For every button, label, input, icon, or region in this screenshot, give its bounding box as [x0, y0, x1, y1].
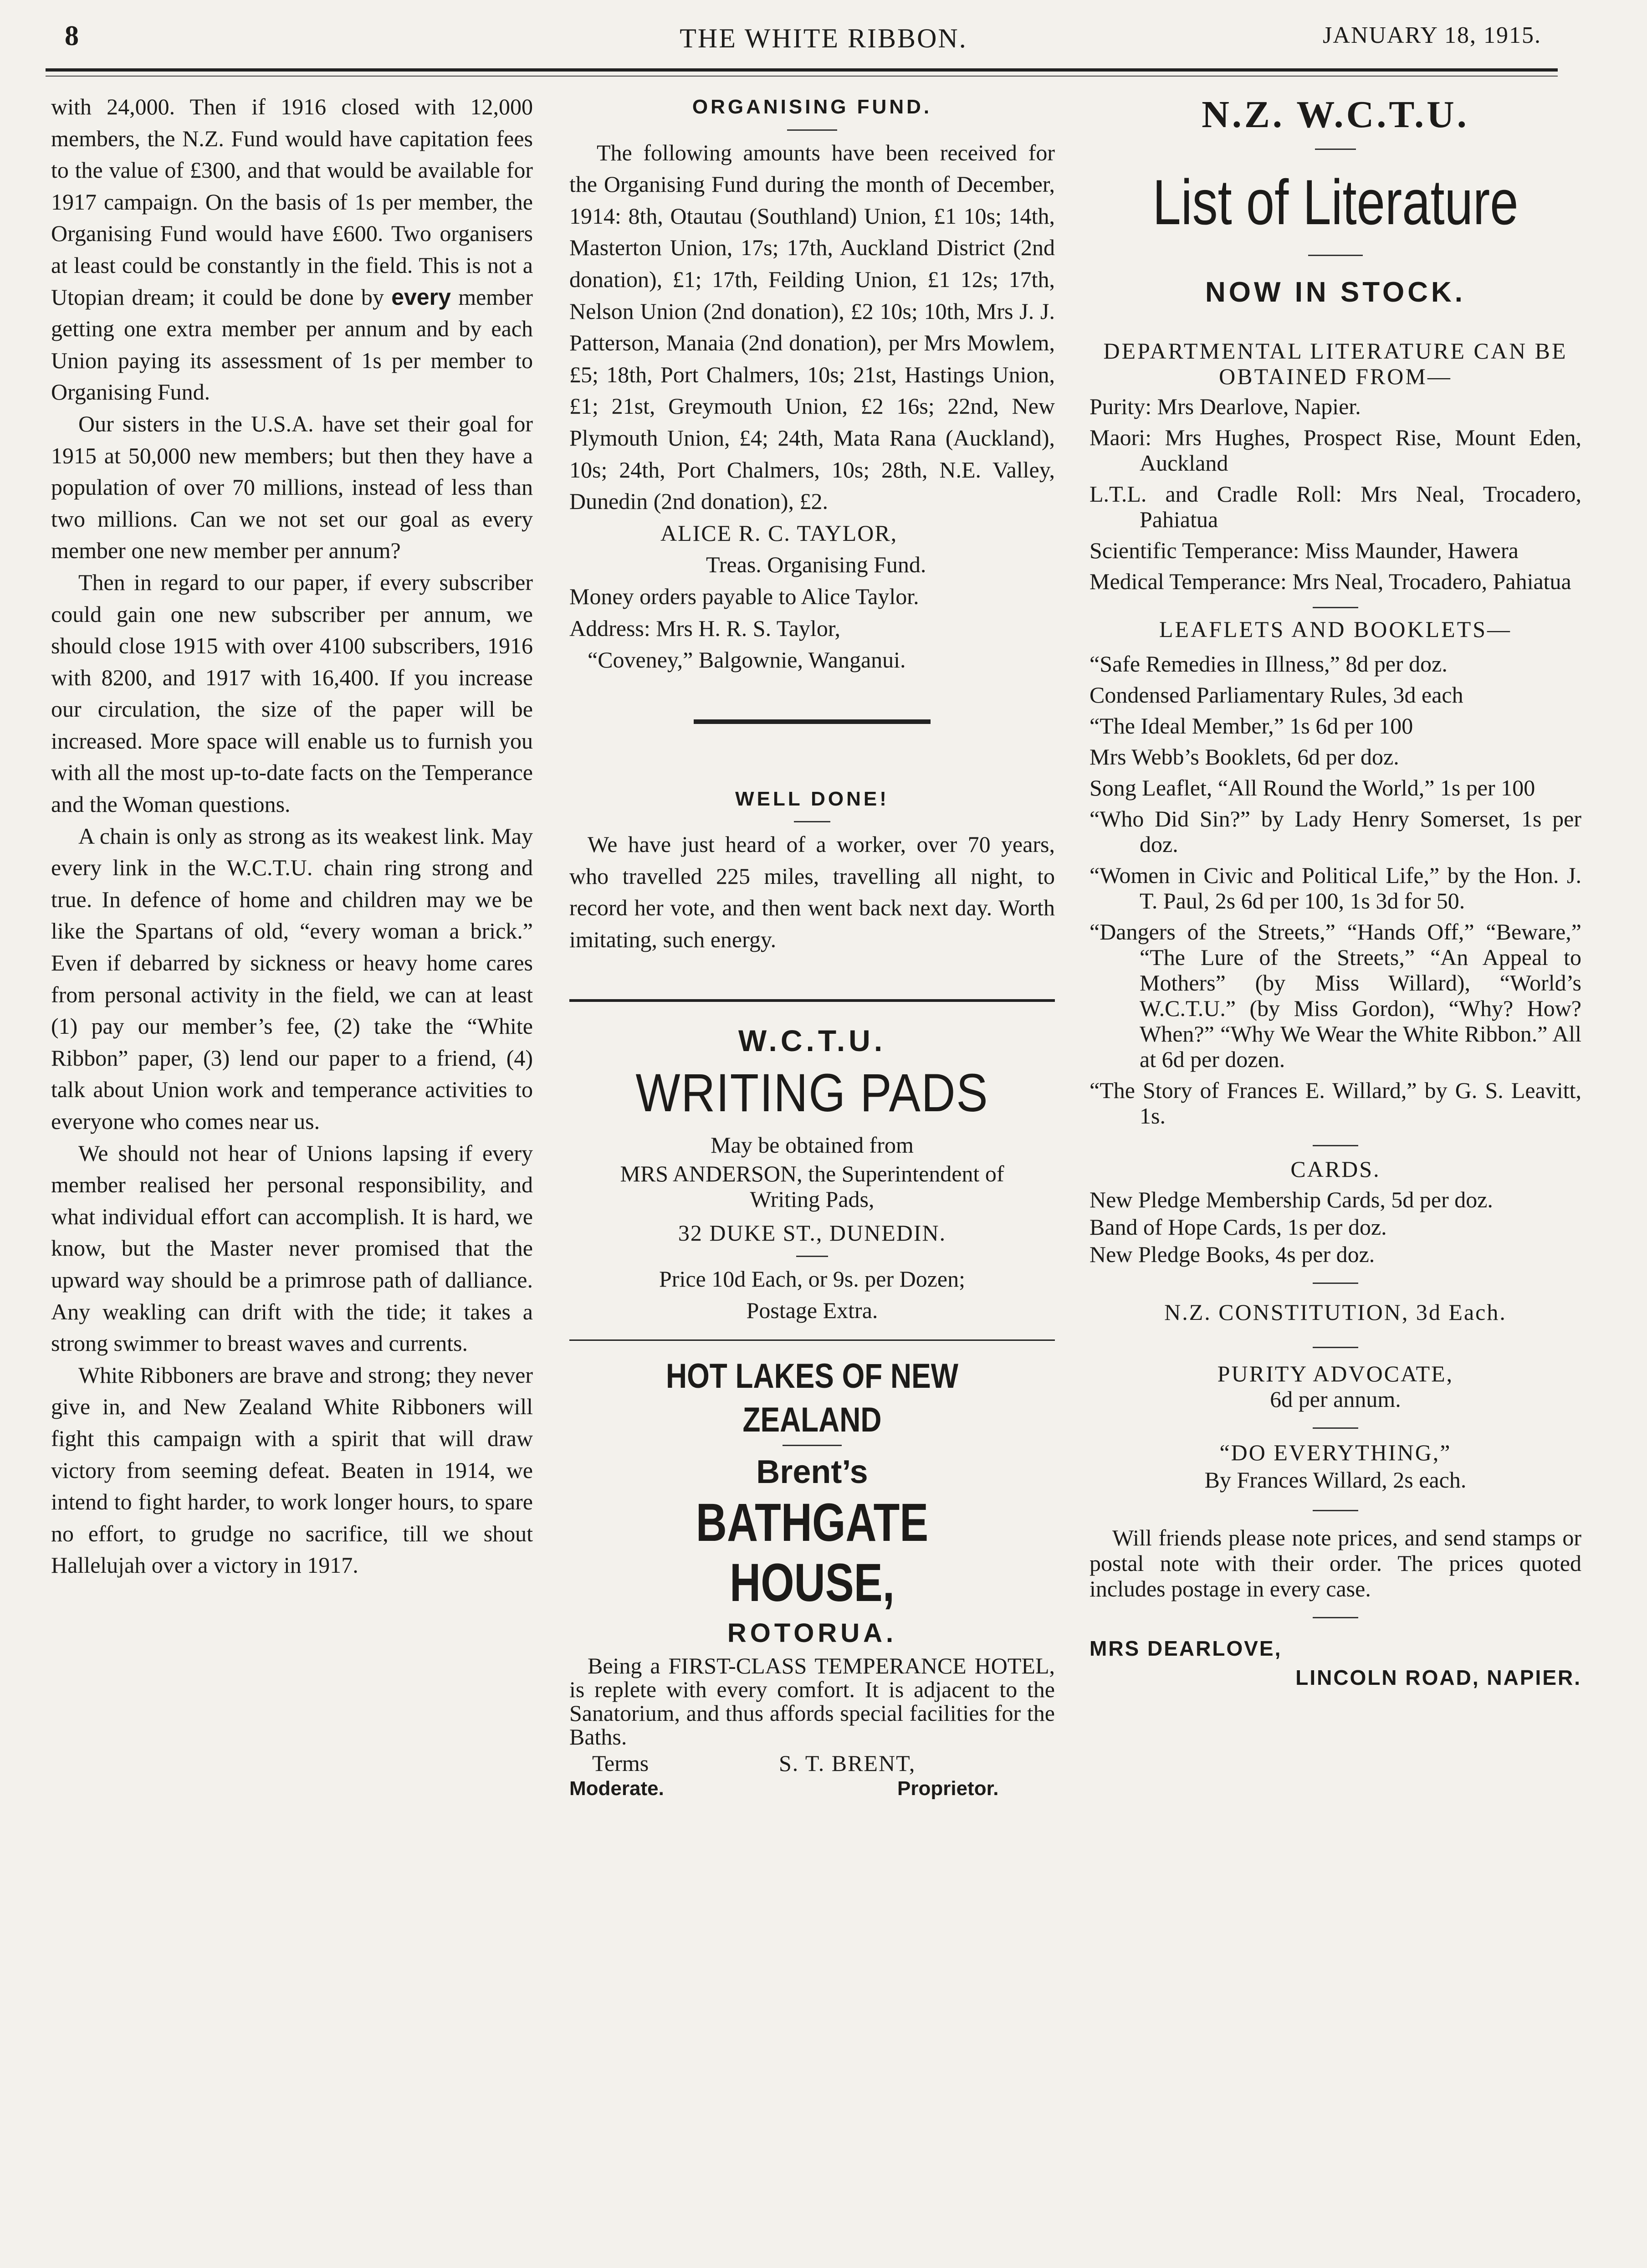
- hotel-terms: Terms: [592, 1750, 649, 1776]
- department-contact: Scientific Temperance: Miss Maunder, Hawera: [1089, 538, 1519, 563]
- hotel-brent: Brent’s: [756, 1454, 868, 1491]
- hotel-proprietor-title: Proprietor.: [897, 1777, 999, 1800]
- hotel-text: Being a FIRST-CLASS TEMPERANCE HOTEL, is replete with every comfort. It is adjacent to the Sanatorium, and thus affords special facilities for the Baths.: [569, 1653, 1055, 1750]
- cards-list: [1089, 1187, 1581, 1267]
- department-contact: Maori: Mrs Hughes, Prospect Rise, Mount Eden, Auckland: [1089, 425, 1581, 476]
- hotel-terms-row: [569, 1751, 1055, 1802]
- literature-org-heading: N.Z. W.C.T.U.: [1202, 93, 1469, 136]
- organising-fund-heading: ORGANISING FUND.: [692, 96, 932, 118]
- header-rule: [46, 68, 1558, 72]
- cards-heading: CARDS.: [1290, 1156, 1381, 1182]
- divider: [1313, 1427, 1358, 1429]
- paragraph: Then in regard to our paper, if every subscriber could gain one new subscriber per annum, we should close 1915 with over 4100 subscribers, 1916 with 8200, and 1917 with 16,400. If you increase our circulation, the size of the paper will be increased. More space will enable us to furnish you with all the most up-to-date facts on the Temperance and the Woman questions.: [51, 569, 533, 817]
- leaflet-item: Condensed Parliamentary Rules, 3d each: [1089, 682, 1463, 708]
- literature-subtitle: NOW IN STOCK.: [1205, 277, 1466, 308]
- writing-pads-title: WRITING PADS: [635, 1062, 989, 1123]
- divider: [1313, 607, 1358, 608]
- money-orders-note: Money orders payable to Alice Taylor.: [569, 583, 919, 609]
- divider: [1315, 149, 1356, 150]
- well-done-heading: WELL DONE!: [735, 787, 889, 810]
- card-item: New Pledge Books, 4s per doz.: [1089, 1242, 1375, 1267]
- column-literature-list: [1089, 91, 1581, 1692]
- column-article-continued: [51, 91, 533, 1581]
- contact-name: MRS DEARLOVE,: [1089, 1636, 1282, 1660]
- department-contact: Medical Temperance: Mrs Neal, Trocadero, Pahiatua: [1089, 569, 1571, 594]
- card-item: Band of Hope Cards, 1s per doz.: [1089, 1214, 1387, 1240]
- divider: [794, 821, 830, 822]
- paragraph: White Ribboners are brave and strong; they never give in, and New Zealand White Ribboners will fight this campaign with a spirit that will draw victory from seeming defeat. Beaten in 1914, we intend to fight harder, to work longer hours, to spare no effort, to grudge no sacrifice, till we shout Hallelujah over a victory in 1917.: [51, 1362, 533, 1578]
- divider: [1313, 1283, 1358, 1284]
- leaflets-heading: LEAFLETS AND BOOKLETS—: [1159, 616, 1512, 642]
- hotel-terms-moderate: Moderate.: [569, 1777, 664, 1800]
- leaflet-item: “The Story of Frances E. Willard,” by G. S. Leavitt, 1s.: [1089, 1077, 1581, 1129]
- price-note: Will friends please note prices, and send stamps or postal note with their order. The prices quoted includes postage in every case.: [1089, 1524, 1581, 1601]
- address-line: Address: Mrs H. R. S. Taylor,: [569, 615, 840, 641]
- departmental-list: [1089, 394, 1581, 594]
- purity-advocate: PURITY ADVOCATE,: [1217, 1360, 1454, 1386]
- contact-address: LINCOLN ROAD, NAPIER.: [1295, 1665, 1581, 1689]
- section-divider: [694, 719, 931, 724]
- divider: [1313, 1617, 1358, 1618]
- paragraph: We should not hear of Unions lapsing if every member realised her personal responsibility, and what individual effort can accomplish. It is hard, we know, but the Master never promised that the upward way should be a primrose path of dalliance. Any weakling can drift with the tide; it takes a strong swimmer to breast waves and currents.: [51, 1140, 533, 1356]
- departmental-heading: DEPARTMENTAL LITERATURE CAN BE OBTAINED FROM—: [1103, 338, 1568, 389]
- column-middle: [569, 91, 1055, 1802]
- leaflet-item: “Safe Remedies in Illness,” 8d per doz.: [1089, 651, 1448, 677]
- signature-title: Treas. Organising Fund.: [706, 552, 926, 578]
- well-done-text: We have just heard of a worker, over 70 years, who travelled 225 miles, travelling all night, to record her vote, and then went back next day. Worth imitating, such energy.: [569, 831, 1055, 953]
- divider: [783, 1445, 842, 1446]
- leaflet-item: “The Ideal Member,” 1s 6d per 100: [1089, 713, 1413, 739]
- divider: [796, 1256, 828, 1257]
- writing-pads-line: May be obtained from: [711, 1132, 914, 1158]
- masthead-title: THE WHITE RIBBON.: [680, 23, 967, 53]
- paragraph: A chain is only as strong as its weakest link. May every link in the W.C.T.U. chain ring strong and true. In defence of home and children may we be like the Spartans of old, “every woman a brick.” Even if debarred by sickness or heavy home cares from personal activity in the field, we can at least (1) pay our member’s fee, (2) take the “White Ribbon” paper, (3) lend our paper to a friend, (4) talk about Union work and temperance activities to everyone who comes near us.: [51, 823, 533, 1134]
- department-contact: L.T.L. and Cradle Roll: Mrs Neal, Trocadero, Pahiatua: [1089, 481, 1581, 532]
- address-line: “Coveney,” Balgownie, Wanganui.: [588, 647, 906, 673]
- writing-pads-price: Price 10d Each, or 9s. per Dozen;: [659, 1266, 965, 1292]
- do-everything-title: “DO EVERYTHING,”: [1219, 1439, 1452, 1465]
- organising-fund-text: The following amounts have been received for the Organising Fund during the month of December, 1914: 8th, Otautau (Southland) Union, £1 10s; 14th, Masterton Union, 17s; 17th, Auckland District (2nd donation), £1; 17th, Feilding Union, £1 12s; 17th, Nelson Union (2nd donation), £2 10s; 10th, Mrs J. J. Patterson, Manaia (2nd donation), per Mrs Mowlem, £5; 18th, Port Chalmers, 10s; 21st, Hastings Union, £1; 21st, Greymouth Union, £2 16s; 22nd, New Plymouth Union, £4; 24th, Mata Rana (Auckland), 10s; 24th, Port Chalmers, 10s; 28th, N.E. Valley, Dunedin (2nd donation), £2.: [569, 139, 1055, 514]
- hotel-name: BATHGATE HOUSE,: [696, 1493, 929, 1613]
- hotel-heading: HOT LAKES OF NEW ZEALAND: [666, 1357, 958, 1440]
- divider: [1308, 255, 1363, 256]
- writing-pads-postage: Postage Extra.: [746, 1298, 878, 1324]
- leaflet-item: “Who Did Sin?” by Lady Henry Somerset, 1s per doz.: [1089, 806, 1581, 857]
- header-rule-thin: [46, 76, 1558, 77]
- divider: [1313, 1347, 1358, 1348]
- page-number: 8: [65, 21, 79, 51]
- divider: [1313, 1510, 1358, 1511]
- divider: [1313, 1145, 1358, 1146]
- leaflet-item: Mrs Webb’s Booklets, 6d per doz.: [1089, 744, 1399, 770]
- hotel-proprietor: S. T. BRENT,: [779, 1750, 916, 1776]
- signature-name: ALICE R. C. TAYLOR,: [660, 520, 898, 546]
- purity-advocate-price: 6d per annum.: [1270, 1386, 1401, 1412]
- leaflets-list: [1089, 651, 1581, 1129]
- constitution-line: N.Z. CONSTITUTION, 3d Each.: [1164, 1299, 1507, 1325]
- leaflet-item: “Dangers of the Streets,” “Hands Off,” “Beware,” “The Lure of the Streets,” “An Appeal to Mothers” (by Miss Willard), “World’s W.C.T.U.” (by Miss Gordon), “Why? How? When?” “Why We Wear the White Ribbon.” All at 6d per dozen.: [1089, 918, 1581, 1072]
- writing-pads-address: 32 DUKE ST., DUNEDIN.: [678, 1220, 946, 1246]
- paragraph: Our sisters in the U.S.A. have set their goal for 1915 at 50,000 new members; but then they have a population of over 70 millions, instead of less than two millions. Can we not set our goal as every member one new member per annum?: [51, 410, 533, 564]
- divider: [787, 129, 837, 131]
- writing-pads-org: W.C.T.U.: [738, 1023, 886, 1057]
- card-item: New Pledge Membership Cards, 5d per doz.: [1089, 1187, 1493, 1213]
- issue-date: JANUARY 18, 1915.: [1323, 22, 1541, 48]
- leaflet-item: Song Leaflet, “All Round the World,” 1s per 100: [1089, 775, 1535, 800]
- writing-pads-line: MRS ANDERSON, the Superintendent of Writing Pads,: [620, 1161, 1004, 1212]
- department-contact: Purity: Mrs Dearlove, Napier.: [1089, 394, 1361, 419]
- leaflet-item: “Women in Civic and Political Life,” by the Hon. J. T. Paul, 2s 6d per 100, 1s 3d for 50.: [1089, 862, 1581, 913]
- literature-title: List of Literature: [1152, 166, 1519, 238]
- paragraph: with 24,000. Then if 1916 closed with 12,000 members, the N.Z. Fund would have capitation fees to the value of £300, and that would be available for 1917 campaign. On the basis of 1s per member, the Organising Fund would have £600. Two organisers at least could be constantly in the field. This is not a Utopian dream; it could be done by every member getting one extra member per annum and by each Union paying its assessment of 1s per member to Organising Fund.: [51, 94, 533, 405]
- hotel-place: ROTORUA.: [727, 1618, 897, 1648]
- do-everything-author: By Frances Willard, 2s each.: [1204, 1467, 1467, 1493]
